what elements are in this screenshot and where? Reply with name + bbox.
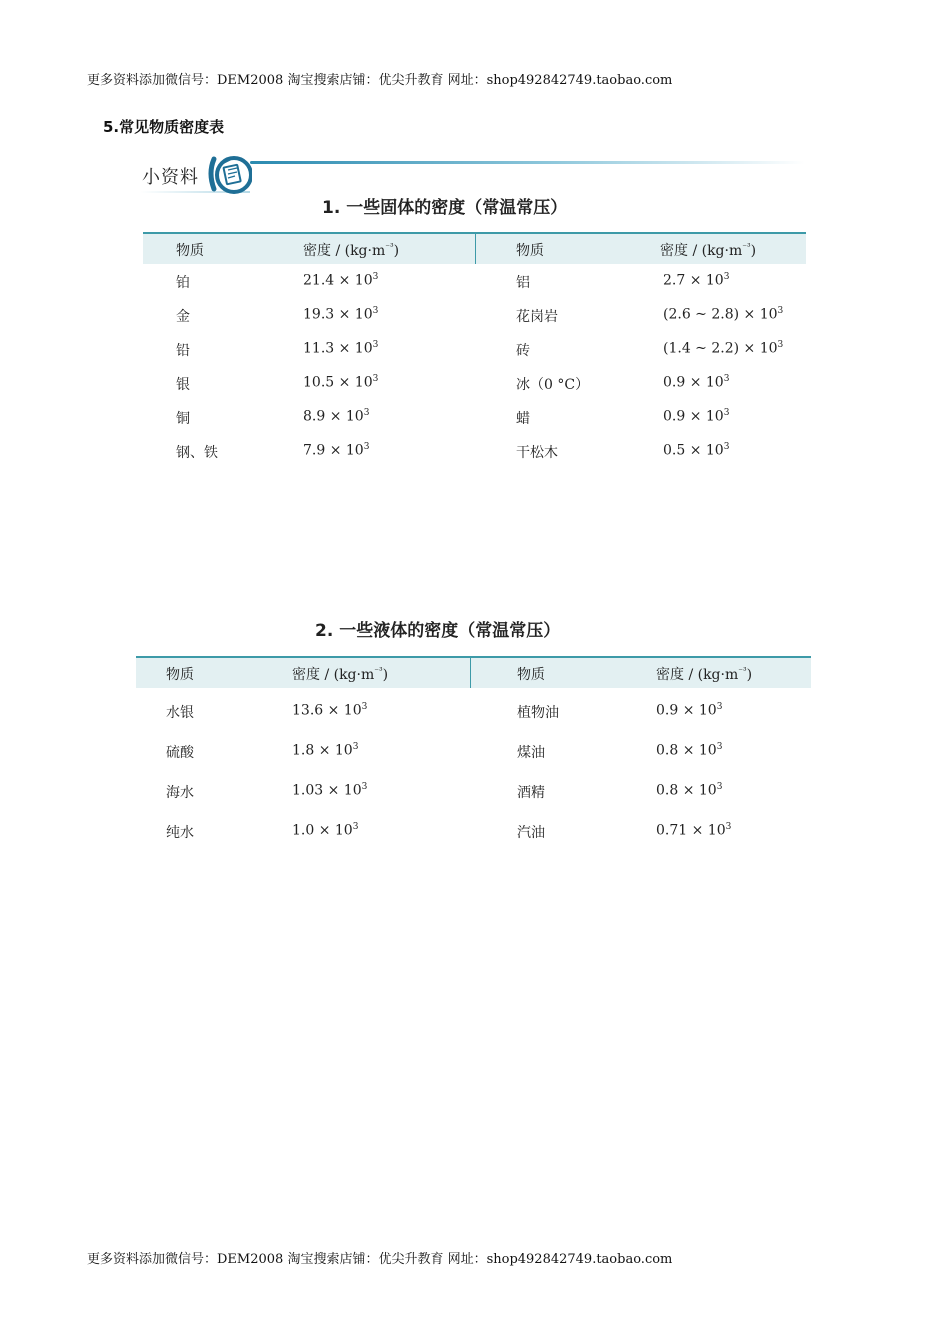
- column-divider: [470, 658, 471, 688]
- material-name: 汽油: [517, 825, 545, 841]
- density-value: $0.8 \times 10^3$: [656, 782, 723, 799]
- density-value: $13.6 \times 10^3$: [292, 702, 368, 719]
- solids-table: [143, 232, 806, 472]
- solids-table-title: 1. 一些固体的密度（常温常压）: [322, 198, 568, 218]
- density-value: $7.9 \times 10^3$: [303, 442, 370, 459]
- column-divider: [475, 234, 476, 264]
- density-value: $0.9 \times 10^3$: [663, 408, 730, 425]
- header-density: 密度 / $(kg\cdot m^{^{-3}})$: [660, 242, 757, 259]
- density-value: (1.4 ~ $2.2) \times 10^3$: [663, 340, 784, 357]
- density-value: $1.8 \times 10^3$: [292, 742, 359, 759]
- material-name: 酒精: [517, 785, 545, 801]
- page-footer: 更多资料添加微信号：DEM2008 淘宝搜索店铺：优尖升教育 网址：shop492842749.taobao.com: [87, 1252, 673, 1267]
- material-name: 砖: [516, 343, 530, 359]
- material-name: 铝: [516, 275, 530, 291]
- material-name: 金: [176, 309, 190, 325]
- density-value: $0.9 \times 10^3$: [663, 374, 730, 391]
- material-name: 银: [176, 377, 190, 393]
- header-material: 物质: [176, 243, 204, 259]
- material-name: 硫酸: [166, 745, 194, 761]
- density-value: $0.8 \times 10^3$: [656, 742, 723, 759]
- material-name: 植物油: [517, 705, 559, 721]
- density-value: $8.9 \times 10^3$: [303, 408, 370, 425]
- header-density: 密度 / $(kg\cdot m^{^{-3}})$: [656, 666, 753, 683]
- solids-table-header: [143, 232, 806, 264]
- liquids-table-header: [136, 656, 811, 688]
- density-value: $11.3 \times 10^3$: [303, 340, 379, 357]
- section-title: 5.常见物质密度表: [103, 118, 225, 136]
- header-density: 密度 / $(kg\cdot m^{^{-3}})$: [292, 666, 389, 683]
- density-value: $21.4 \times 10^3$: [303, 272, 379, 289]
- page-header: 更多资料添加微信号：DEM2008 淘宝搜索店铺：优尖升教育 网址：shop492842749.taobao.com: [87, 73, 673, 88]
- density-value: $10.5 \times 10^3$: [303, 374, 379, 391]
- density-value: (2.6 ~ $2.8) \times 10^3$: [663, 306, 784, 323]
- info-banner: [140, 153, 805, 198]
- material-name: 钢、铁: [176, 445, 218, 461]
- liquids-table-title: 2. 一些液体的密度（常温常压）: [315, 621, 561, 641]
- material-name: 冰（0 °C）: [516, 377, 590, 393]
- material-name: 干松木: [516, 445, 558, 461]
- density-value: $1.03 \times 10^3$: [292, 782, 368, 799]
- header-material: 物质: [517, 667, 545, 683]
- density-value: $0.9 \times 10^3$: [656, 702, 723, 719]
- density-value: $1.0 \times 10^3$: [292, 822, 359, 839]
- liquids-table: [136, 656, 811, 846]
- material-name: 海水: [166, 785, 194, 801]
- material-name: 铜: [176, 411, 190, 427]
- material-name: 纯水: [166, 825, 194, 841]
- header-material: 物质: [166, 667, 194, 683]
- material-name: 铅: [176, 343, 190, 359]
- banner-label: 小资料: [142, 167, 199, 188]
- header-material: 物质: [516, 243, 544, 259]
- density-value: $2.7 \times 10^3$: [663, 272, 730, 289]
- banner-rule: [250, 161, 805, 164]
- material-name: 花岗岩: [516, 309, 558, 325]
- material-name: 铂: [176, 275, 190, 291]
- book-icon: [204, 153, 252, 198]
- density-value: $0.5 \times 10^3$: [663, 442, 730, 459]
- density-value: $0.71 \times 10^3$: [656, 822, 732, 839]
- material-name: 水银: [166, 705, 194, 721]
- material-name: 煤油: [517, 745, 545, 761]
- density-value: $19.3 \times 10^3$: [303, 306, 379, 323]
- header-density: 密度 / $(kg\cdot m^{^{-3}})$: [303, 242, 400, 259]
- material-name: 蜡: [516, 411, 530, 427]
